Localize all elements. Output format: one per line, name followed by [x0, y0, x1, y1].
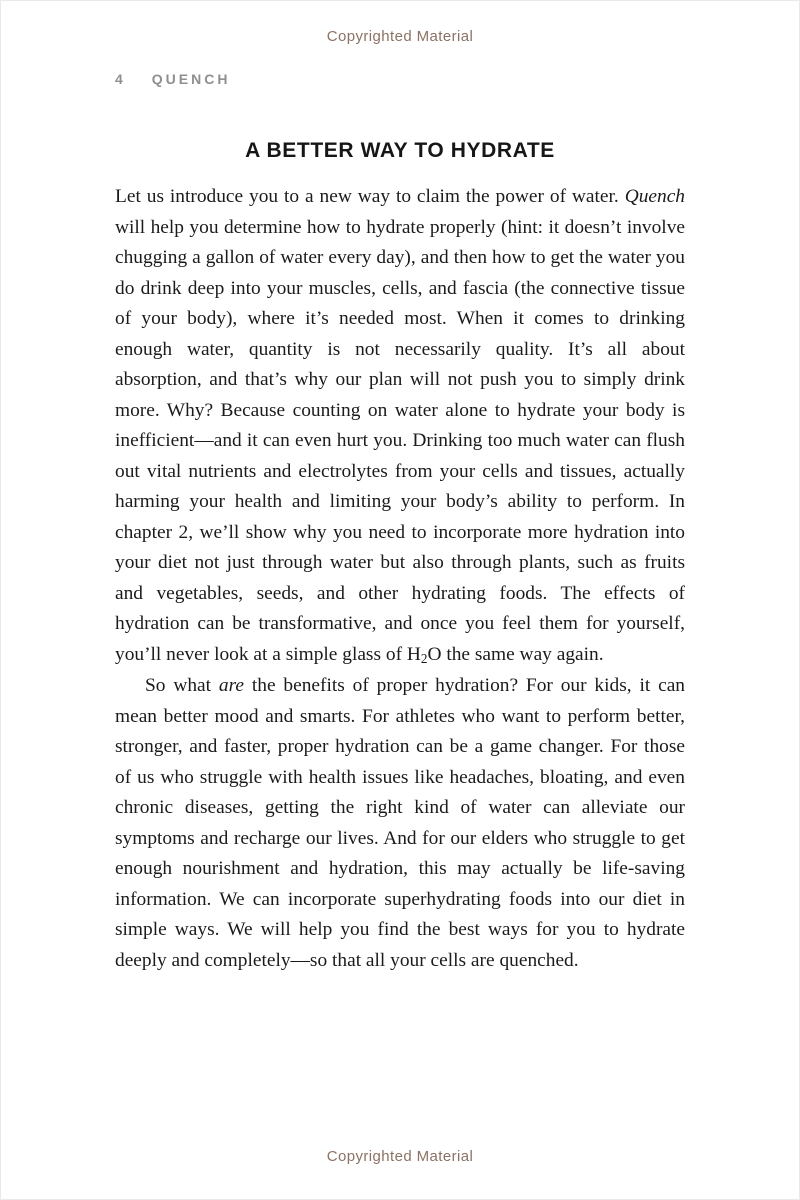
text-run: O the same way again.	[427, 643, 604, 665]
text-run: the benefits of proper hydration? For our kids, it can mean better mood and smarts. For athletes who want to perform better, stronger, and faster, proper hydration can be a game changer. For those of us who struggle with health issues like headaches, bloating, and even chronic diseases, getting the right kind of water can alleviate our symptoms and recharge our lives. And for our elders who struggle to get enough nourishment and hydration, this may actually be life-saving information. We can incorporate superhydrating foods into our diet in simple ways. We will help you find the best ways for you to hydrate deeply and completely—so that all your cells are quenched.	[115, 675, 685, 971]
paragraph	[115, 182, 685, 671]
copyright-notice-bottom: Copyrighted Material	[326, 1148, 474, 1165]
running-head	[115, 71, 685, 87]
paragraph	[115, 671, 685, 976]
text-run: will help you determine how to hydrate properly (hint: it doesn’t involve chugging a gallon of water every day), and then how to get the water you do drink deep into your muscles, cells, and fascia (the connective tissue of your body), where it’s needed most. When it comes to drinking enough water, quantity is not necessarily quality. It’s all about absorption, and that’s why our plan will not push you to simply drink more. Why? Because counting on water alone to hydrate your body is inefficient—and it can even hurt you. Drinking too much water can flush out vital nutrients and electrolytes from your cells and tissues, actually harming your health and limiting your body’s ability to perform. In chapter 2, we’ll show why you need to incorporate more hydration into your diet not just through water but also through plants, such as fruits and vegetables, seeds, and other hydrating foods. The effects of hydration can be transformative, and once you feel them for yourself, you’ll never look at a simple glass of H	[115, 216, 685, 665]
text-run: Let us introduce you to a new way to claim the power of water.	[115, 186, 625, 207]
running-head-title: QUENCH	[151, 71, 231, 87]
subscript-text: 2	[420, 651, 428, 667]
text-run: So what	[145, 675, 219, 696]
italic-text: are	[218, 675, 245, 696]
copyright-notice-top: Copyrighted Material	[326, 28, 474, 45]
body-text	[115, 182, 685, 976]
section-heading: A BETTER WAY TO HYDRATE	[245, 139, 555, 162]
page-number: 4	[115, 71, 126, 87]
italic-text: Quench	[624, 186, 685, 207]
